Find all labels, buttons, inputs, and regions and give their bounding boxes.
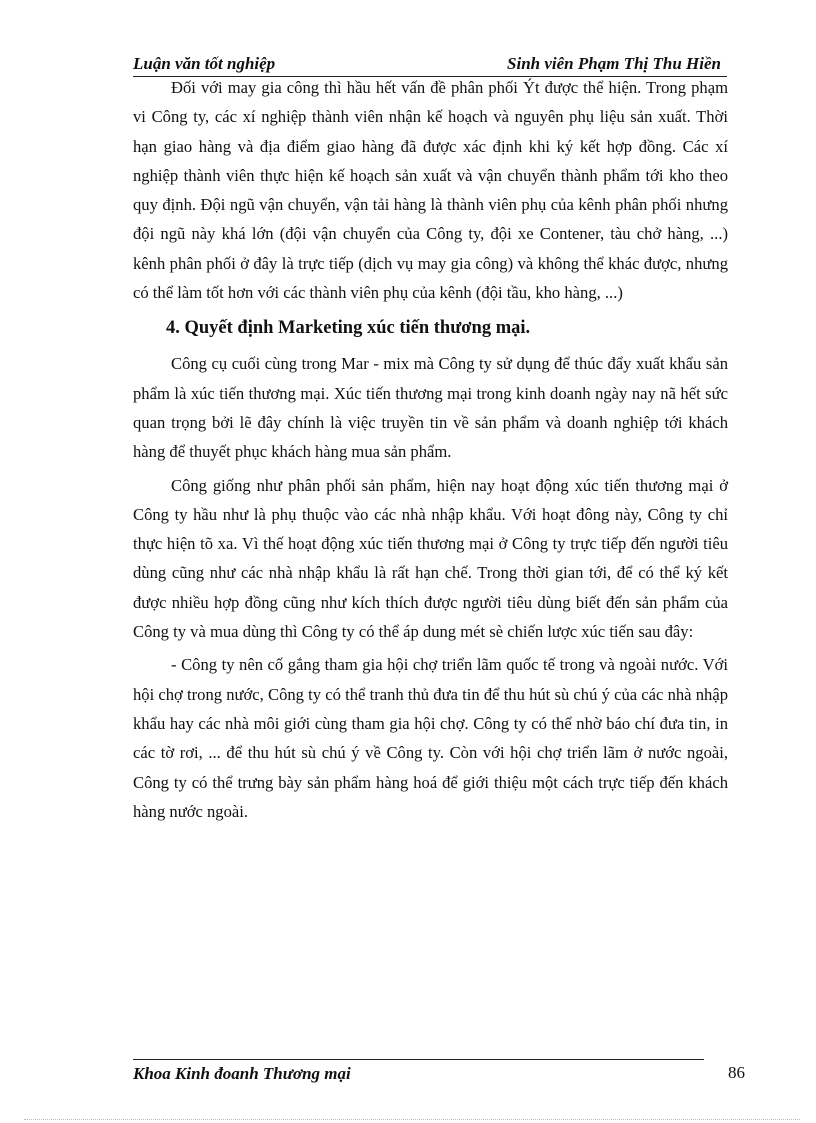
header-thesis-title: Luận văn tốt nghiệp [133, 54, 276, 73]
section-heading: 4. Quyết định Marketing xúc tiến thương mại. [166, 318, 531, 339]
header-student-name: Sinh viên Phạm Thị Thu Hiền [507, 54, 721, 73]
document-body [133, 73, 728, 826]
paragraph-promotion-current: Công giống như phân phối sản phẩm, hiện nay hoạt động xúc tiến thương mại ở Công ty hầu như là phụ thuộc vào các nhà nhập khẩu. Với hoạt đông này, Công ty chỉ thực hiện tõ xa. Vì thế hoạt động xúc tiến thương mại ở Công ty trực tiếp đến người tiêu dùng cũng như các nhà nhập khẩu là rất hạn chế. Trong thời gian tới, để có thể ký kết được nhiều hợp đồng cũng như kích thích được người tiêu dùng biết đến sản phẩm của Công ty và mua dùng thì Công ty có thể áp dung mét sè chiến lược xúc tiến sau đây: [133, 475, 728, 642]
paragraph-distribution: Đối với may gia công thì hầu hết vấn đề phân phối Ýt được thể hiện. Trong phạm vi Công ty, các xí nghiệp thành viên nhận kế hoạch và nguyên phụ liệu sản xuất. Thời hạn giao hàng và địa điểm giao hàng đã được xác định khi ký kết hợp đồng. Các xí nghiệp thành viên thực hiện kế hoạch sản xuất và vận chuyển thành phẩm tới kho theo quy định. Đội ngũ vận chuyển, vận tải hàng là thành viên phụ của kênh phân phối nhưng đội ngũ này khá lớn (đội vận chuyển của Công ty, đội xe Contener, tàu chở hàng, ...) kênh phân phối ở đây là trực tiếp (dịch vụ may gia công) và không thể khác được, nhưng có thể làm tốt hơn với các thành viên phụ của kênh (đội tầu, kho hàng, ...) [133, 78, 728, 303]
paragraph-promotion-intro: Công cụ cuối cùng trong Mar - mix mà Công ty sử dụng để thúc đẩy xuất khẩu sản phẩm là xúc tiến thương mại. Xúc tiến thương mại trong kinh doanh ngày nay nã hết sức quan trọng bởi lẽ đây chính là việc truyền tin về sản phẩm và doanh nghiệp tới khách hàng để thuyết phục khách hàng mua sản phẩm. [133, 354, 728, 462]
page-number: 86 [728, 1063, 745, 1082]
page-edge-divider [24, 1119, 800, 1120]
footer-divider [133, 1059, 704, 1060]
paragraph-trade-fair: - Công ty nên cố gắng tham gia hội chợ triển lãm quốc tế trong và ngoài nước. Với hội chợ trong nước, Công ty có thể tranh thủ đưa tin để thu hút sù chú ý của các nhà nhập khẩu hay các nhà môi giới cùng tham gia hội chợ. Công ty có thể nhờ báo chí đưa tin, in các tờ rơi, ... để thu hút sù chú ý về Công ty. Còn với hội chợ triển lãm ở nước ngoài, Công ty có thể trưng bày sản phẩm hàng hoá để giới thiệu một cách trực tiếp đến khách hàng nước ngoài. [133, 655, 728, 821]
footer-faculty: Khoa Kinh đoanh Thương mại [133, 1064, 351, 1083]
